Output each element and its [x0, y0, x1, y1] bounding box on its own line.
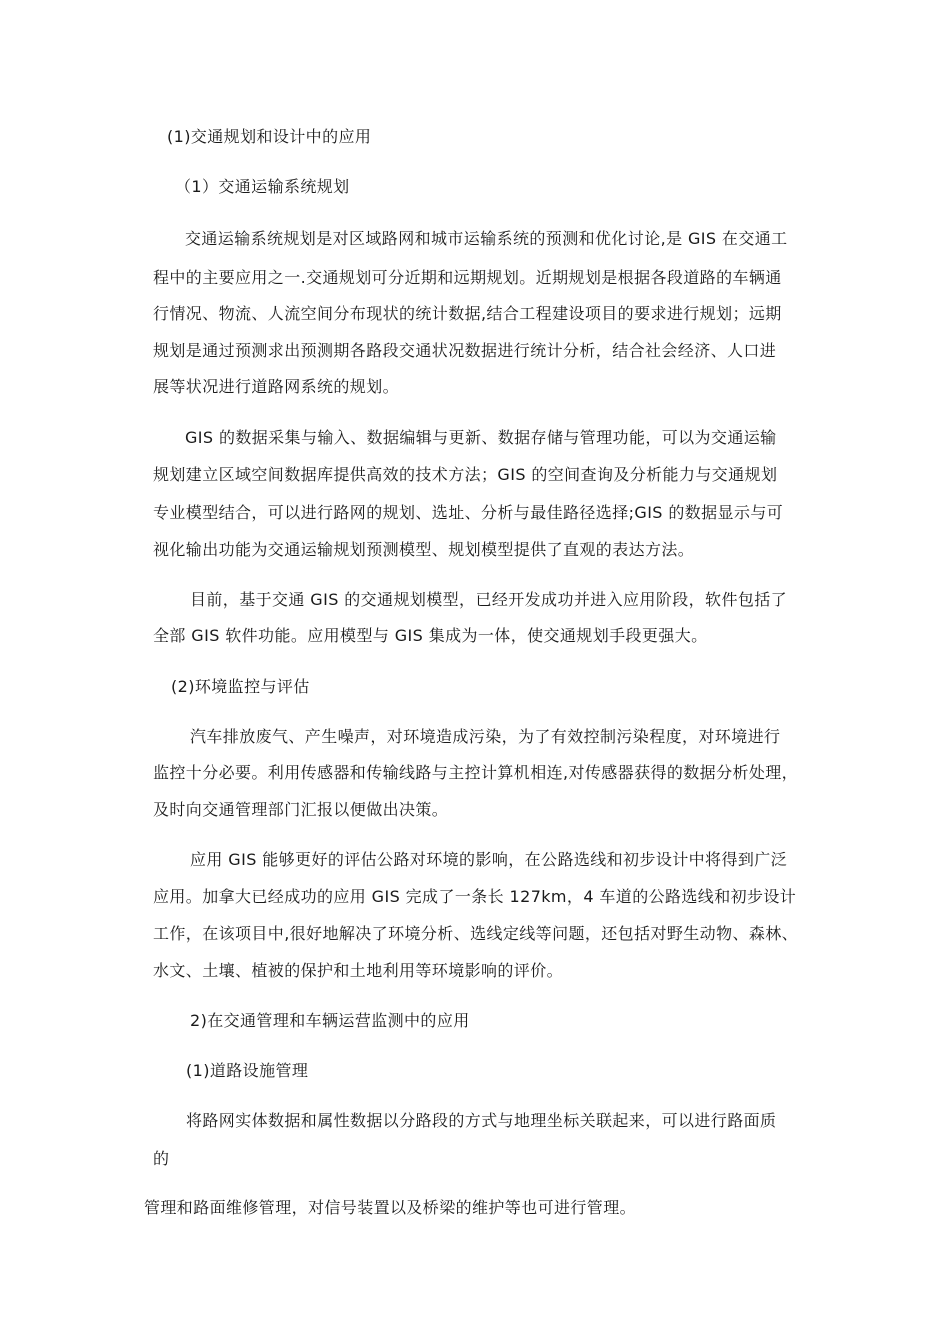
paragraph-line: 将路网实体数据和属性数据以分路段的方式与地理坐标关联起来，可以进行路面质	[186, 1111, 777, 1130]
paragraph-line: 的	[153, 1149, 170, 1168]
section-heading: (1)交通规划和设计中的应用	[167, 127, 372, 146]
subsection-heading: (1)道路设施管理	[186, 1061, 309, 1080]
paragraph-line: 交通运输系统规划是对区域路网和城市运输系统的预测和优化讨论,是 GIS 在交通工	[185, 229, 788, 248]
paragraph-line: 规划是通过预测求出预测期各路段交通状况数据进行统计分析，结合社会经济、人口进	[153, 341, 777, 360]
paragraph-line: 管理和路面维修管理，对信号装置以及桥梁的维护等也可进行管理。	[144, 1198, 637, 1217]
paragraph-line: 汽车排放废气、产生噪声，对环境造成污染，为了有效控制污染程度，对环境进行	[190, 727, 781, 746]
paragraph-line: 程中的主要应用之一.交通规划可分近期和远期规划。近期规划是根据各段道路的车辆通	[153, 268, 782, 287]
section-heading: 2)在交通管理和车辆运营监测中的应用	[190, 1011, 470, 1030]
paragraph-line: 监控十分必要。利用传感器和传输线路与主控计算机相连,对传感器获得的数据分析处理，	[153, 763, 799, 782]
paragraph-line: 行情况、物流、人流空间分布现状的统计数据,结合工程建设项目的要求进行规划；远期	[153, 304, 782, 323]
section-heading: (2)环境监控与评估	[171, 677, 310, 696]
paragraph-line: 展等状况进行道路网系统的规划。	[153, 377, 400, 396]
paragraph-line: GIS 的数据采集与输入、数据编辑与更新、数据存储与管理功能，可以为交通运输	[185, 428, 777, 447]
paragraph-line: 目前，基于交通 GIS 的交通规划模型，已经开发成功并进入应用阶段，软件包括了	[190, 590, 788, 609]
paragraph-line: 工作，在该项目中,很好地解决了环境分析、选线定线等问题，还包括对野生动物、森林、	[153, 924, 799, 943]
paragraph-line: 水文、土壤、植被的保护和土地利用等环境影响的评价。	[153, 961, 564, 980]
paragraph-line: 专业模型结合，可以进行路网的规划、选址、分析与最佳路径选择;GIS 的数据显示与可	[153, 503, 784, 522]
paragraph-line: 全部 GIS 软件功能。应用模型与 GIS 集成为一体，使交通规划手段更强大。	[153, 626, 708, 645]
subsection-heading: （1）交通运输系统规划	[175, 177, 350, 196]
paragraph-line: 及时向交通管理部门汇报以便做出决策。	[153, 800, 449, 819]
paragraph-line: 规划建立区域空间数据库提供高效的技术方法；GIS 的空间查询及分析能力与交通规划	[153, 465, 778, 484]
paragraph-line: 视化输出功能为交通运输规划预测模型、规划模型提供了直观的表达方法。	[153, 540, 695, 559]
paragraph-line: 应用 GIS 能够更好的评估公路对环境的影响，在公路选线和初步设计中将得到广泛	[190, 850, 788, 869]
paragraph-line: 应用。加拿大已经成功的应用 GIS 完成了一条长 127km，4 车道的公路选线和初步设计	[153, 887, 797, 906]
